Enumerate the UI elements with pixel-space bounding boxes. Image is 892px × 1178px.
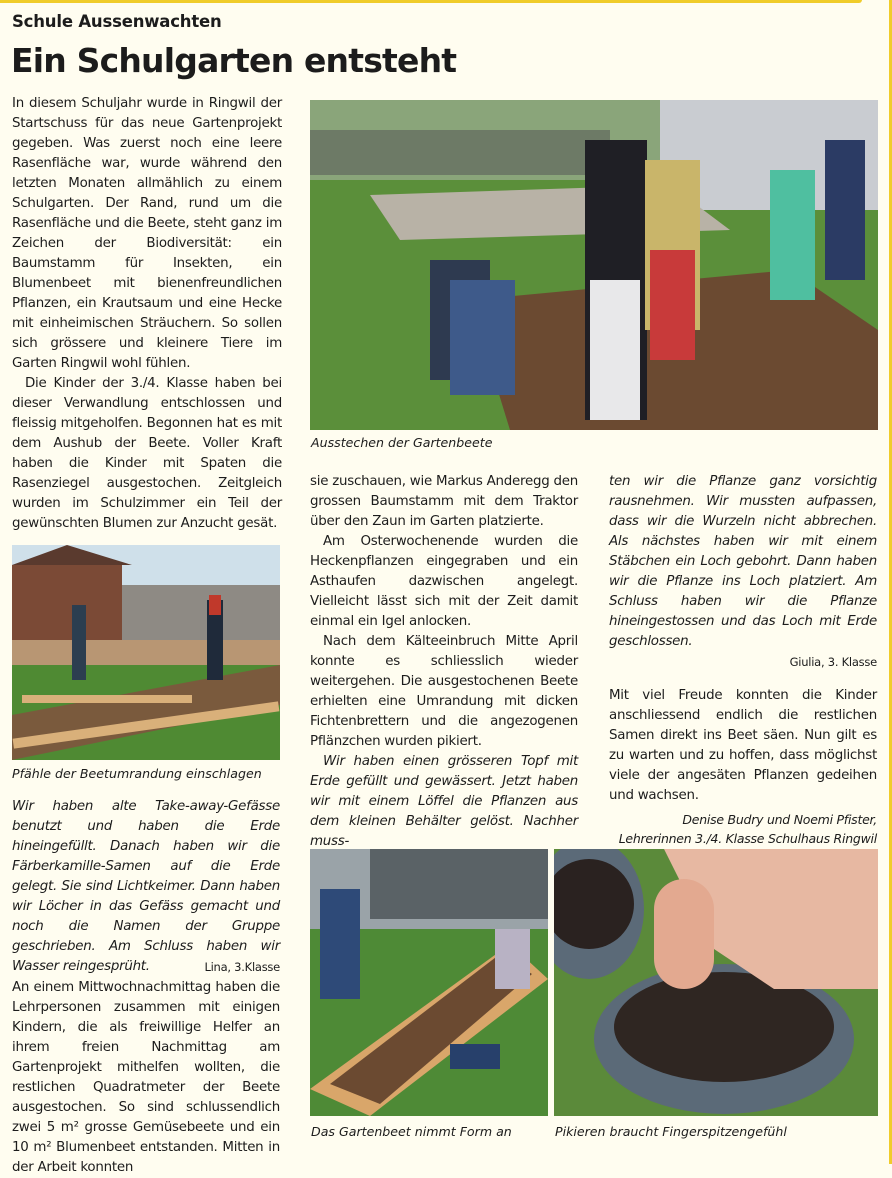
column-1-top	[12, 94, 282, 534]
student-quote: Wir haben alte Take-away-Gefässe benutzt und haben die Erde hineingefüllt. Danach haben wir die Färberkamille-Samen auf die Erde gelegt. Sie sind Lichtkeimer. Dann haben wir Löcher in das Gefäss gemacht und noch die Namen der Gruppe geschrieben. Am Schluss haben wir Wasser reingesprüht. Lina, 3.Klasse	[12, 797, 280, 977]
caption-bed-frame: Das Gartenbeet nimmt Form an	[311, 1124, 512, 1139]
top-accent-bar	[0, 0, 862, 3]
article-headline: Ein Schulgarten entsteht	[11, 41, 457, 80]
paragraph: Mit viel Freude konnten die Kinder anschliessend endlich die restlichen Samen direkt ins Beet säen. Nun gilt es zu warten und zu hoffen, dass möglichst viele der angesäten Pflanzen gedeihen und wachsen.	[609, 688, 877, 803]
caption-digging: Ausstechen der Gartenbeete	[311, 435, 493, 450]
caption-pricking-out: Pikieren braucht Fingerspitzengefühl	[555, 1124, 787, 1139]
paragraph: Die Kinder der 3./4. Klasse haben bei dieser Verwandlung entschlossen und fleissig mitgeholfen. Begonnen hat es mit dem Aushub der Beete. Voller Kraft haben die Kinder mit Spaten die Rasenziegel ausgestochen. Zeitgleich wurden im Schulzimmer ein Teil der gewünschten Blumen zur Anzucht gesät.	[12, 376, 282, 531]
column-3	[609, 472, 877, 848]
author-role: Lehrerinnen 3./4. Klasse Schulhaus Ringwil	[618, 831, 877, 846]
paragraph: Am Osterwochenende wurden die Heckenpflanzen eingegraben und ein Asthaufen dazwischen angelegt. Vielleicht lässt sich mit der Zeit damit einmal ein Igel anlocken.	[310, 534, 578, 629]
photo-digging	[310, 100, 878, 430]
caption-stakes: Pfähle der Beetumrandung einschlagen	[12, 766, 262, 781]
photo-stakes	[12, 545, 280, 760]
paragraph: An einem Mittwochnachmittag haben die Lehrpersonen zusammen mit einigen Kindern, die als freiwillige Helfer an ihrem freien Nachmittag am Gartenprojekt mithelfen wollten, die restlichen Quadratmeter der Beete ausgestochen. So sind schlussendlich zwei 5 m² grosse Gemüsebeete und ein 10 m² Blumenbeet entstanden. Mitten in der Arbeit konnten	[12, 980, 280, 1175]
paragraph: Nach dem Kälteeinbruch Mitte April konnte es schliesslich wieder weitergehen. Die ausgestochenen Beete erhielten eine Umrandung mit dicken Fichtenbrettern und die angezogenen Pflänzchen wurden pikiert.	[310, 634, 578, 749]
column-1-bottom	[12, 797, 280, 1178]
photo-bed-frame	[310, 849, 548, 1116]
paragraph: sie zuschauen, wie Markus Anderegg den grossen Baumstamm mit dem Traktor über den Zaun im Garten platzierte.	[310, 474, 578, 529]
student-quote: Wir haben einen grösseren Topf mit Erde gefüllt und gewässert. Jetzt haben wir mit einem Löffel die Pflanzen aus dem kleinen Behälter gelöst. Nachher muss-	[310, 754, 578, 849]
quote-signature: Lina, 3.Klasse	[204, 960, 280, 974]
student-quote: ten wir die Pflanze ganz vorsichtig rausnehmen. Wir mussten aufpassen, dass wir die Wurzeln nicht abbrechen. Als nächstes haben wir mit einem Stäbchen ein Loch gebohrt. Dann haben wir die Pflanze ins Loch platziert. Am Schluss haben wir die Pflanze hineingestossen und das Loch mit Erde geschlossen.	[609, 474, 877, 649]
author-names: Denise Budry und Noemi Pfister,	[682, 812, 877, 827]
section-kicker: Schule Aussenwachten	[12, 12, 222, 31]
photo-pricking-out	[554, 849, 878, 1116]
paragraph: In diesem Schuljahr wurde in Ringwil der Startschuss für das neue Gartenprojekt gegeben. Was zuerst noch eine leere Rasenfläche war, wurde während den letzten Monaten allmählich zu einem Schulgarten. Der Rand, rund um die Rasenfläche und die Beete, steht ganz im Zeichen der Biodiversität: ein Baumstamm für Insekten, ein Blumenbeet mit bienenfreundlichen Pflanzen, ein Krautsaum und eine Hecke mit einheimischen Sträuchern. So sollen sich grössere und kleinere Tiere im Garten Ringwil wohl fühlen.	[12, 96, 282, 371]
column-2	[310, 472, 578, 852]
quote-signature: Giulia, 3. Klasse	[789, 655, 877, 669]
